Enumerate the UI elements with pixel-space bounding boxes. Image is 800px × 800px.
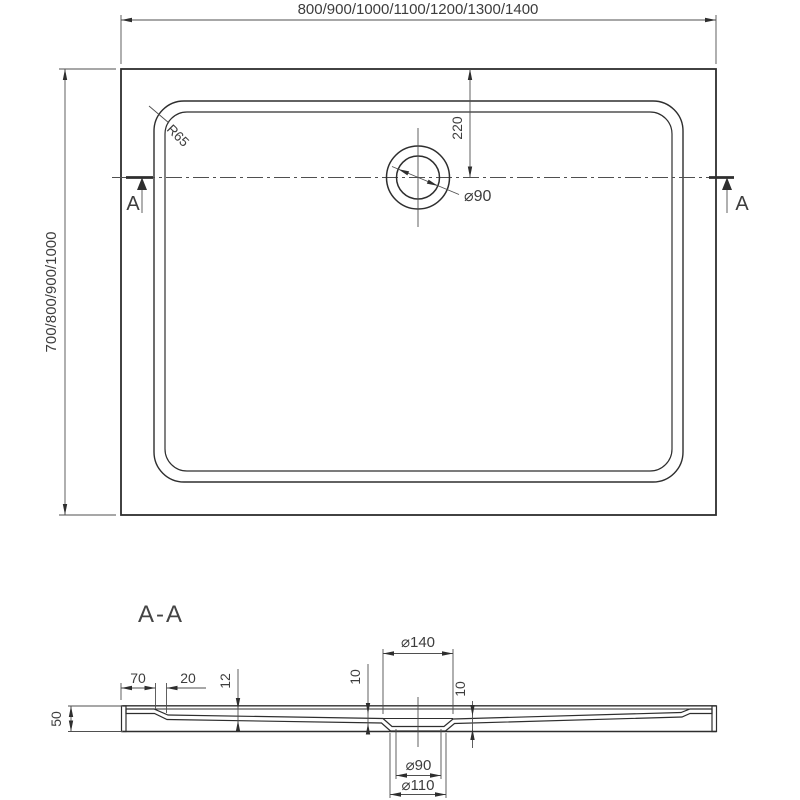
dim-recess-depth-right-label: 10: [452, 681, 468, 697]
tray-basin-outer-edge: [154, 101, 683, 482]
section-cut-letter-right: A: [735, 193, 749, 215]
dim-recess-depth-right: [452, 681, 475, 748]
section-cut-marker-left: [126, 178, 153, 216]
tray-basin-inner-edge: [165, 112, 672, 471]
dim-tray-height: [48, 706, 123, 732]
section-cut-letter-left: A: [126, 193, 140, 215]
dim-rim-width: [121, 670, 156, 709]
dim-floor-thickness-label: 12: [217, 673, 233, 689]
dim-corner-radius-label: R65: [163, 121, 192, 150]
dim-drain-offset-label: 220: [449, 116, 465, 140]
dim-overall-depth: [43, 69, 116, 515]
dim-drain-offset: [449, 69, 472, 178]
dim-tray-height-label: 50: [48, 711, 64, 727]
dim-drain-hole-diameter: [396, 729, 441, 779]
dim-slope-width-label: 20: [180, 670, 196, 686]
dim-recess-bottom-diameter-label: ⌀110: [401, 777, 435, 794]
dim-overall-width: [121, 1, 716, 64]
section-cut-marker-right: [709, 178, 749, 216]
dim-floor-thickness: [217, 669, 240, 732]
dim-recess-depth-left-label: 10: [347, 669, 363, 685]
section-title: A-A: [138, 601, 185, 628]
dim-rim-width-label: 70: [130, 670, 146, 686]
dim-recess-top-diameter-label: ⌀140: [400, 634, 436, 651]
section-floor-profile: [126, 709, 712, 731]
dim-drain-hole-diameter-label: ⌀90: [405, 757, 432, 774]
dim-slope-width: [167, 670, 207, 713]
tray-outer-edge: [121, 69, 716, 515]
section-left-wall: [122, 706, 127, 732]
dim-drain-diameter-plan-label: ⌀90: [464, 188, 492, 205]
dim-overall-width-label: 800/900/1000/1100/1200/1300/1400: [297, 1, 539, 18]
dim-recess-depth-left: [347, 664, 370, 735]
section-view: [48, 601, 717, 798]
section-right-wall: [712, 706, 717, 732]
plan-view: [43, 1, 749, 515]
dim-overall-depth-label: 700/800/900/1000: [43, 231, 60, 353]
